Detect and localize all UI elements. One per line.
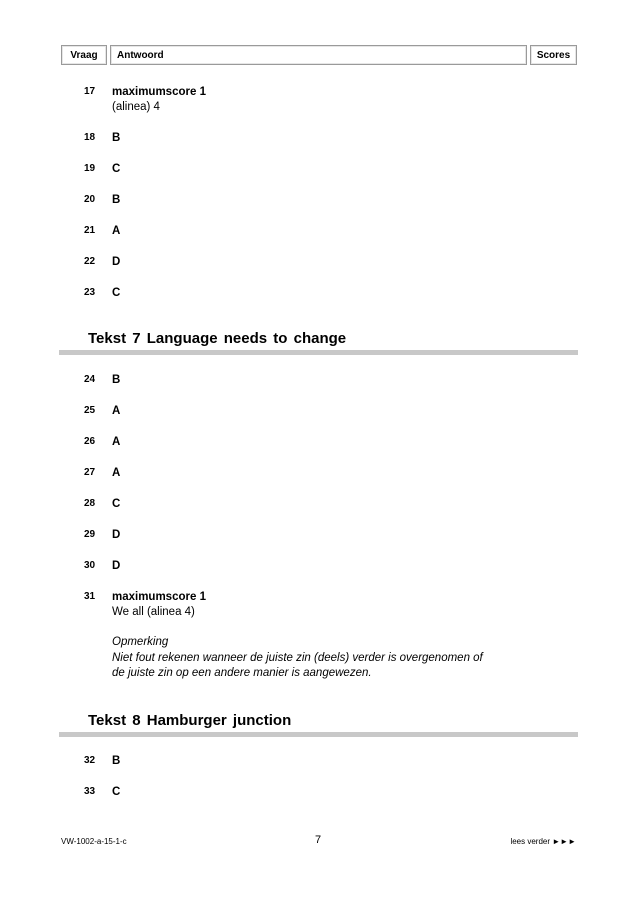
note-text: Niet fout rekenen wanneer de juiste zin (deels) verder is overgenomen of (112, 652, 483, 664)
question-number: 28 (84, 498, 96, 509)
answer-letter: B (112, 194, 121, 206)
question-25 (0, 403, 636, 419)
question-number: 30 (84, 560, 96, 571)
question-30 (0, 558, 636, 574)
header-antwoord: Antwoord (110, 45, 527, 65)
question-17 (0, 84, 636, 100)
question-26 (0, 434, 636, 450)
answer-letter: B (112, 755, 121, 767)
section-title-tekst-8: Tekst 8 Hamburger junction (88, 712, 292, 729)
question-number: 17 (84, 86, 96, 97)
question-24 (0, 372, 636, 388)
question-27 (0, 465, 636, 481)
question-number: 21 (84, 225, 96, 236)
question-number: 27 (84, 467, 96, 478)
answer-letter: A (112, 467, 121, 479)
answer-letter: C (112, 287, 121, 299)
question-31-note-title (0, 635, 636, 651)
question-number: 18 (84, 132, 96, 143)
question-22 (0, 254, 636, 270)
answer-letter: C (112, 163, 121, 175)
footer-continue: lees verder ►►► (510, 837, 576, 846)
question-31 (0, 589, 636, 605)
max-score-label: maximumscore 1 (112, 86, 206, 98)
header-vraag: Vraag (61, 45, 107, 65)
question-number: 19 (84, 163, 96, 174)
question-31-note-line-1 (0, 651, 636, 667)
question-18 (0, 130, 636, 146)
question-number: 29 (84, 529, 96, 540)
question-19 (0, 161, 636, 177)
section-divider (59, 350, 578, 355)
answer-text: (alinea) 4 (112, 101, 160, 113)
question-number: 31 (84, 591, 96, 602)
question-number: 33 (84, 786, 96, 797)
answer-letter: D (112, 529, 121, 541)
question-number: 23 (84, 287, 96, 298)
question-number: 32 (84, 755, 96, 766)
question-31-answer (0, 604, 636, 620)
question-23 (0, 285, 636, 301)
question-number: 26 (84, 436, 96, 447)
answer-letter: A (112, 225, 121, 237)
answer-letter: B (112, 132, 121, 144)
answer-letter: D (112, 560, 121, 572)
answer-letter: A (112, 436, 121, 448)
answer-letter: D (112, 256, 121, 268)
answer-letter: C (112, 786, 121, 798)
question-number: 20 (84, 194, 96, 205)
question-33 (0, 784, 636, 800)
note-text: de juiste zin op een andere manier is aangewezen. (112, 667, 372, 679)
answer-letter: C (112, 498, 121, 510)
question-number: 22 (84, 256, 96, 267)
answer-letter: B (112, 374, 121, 386)
question-20 (0, 192, 636, 208)
question-28 (0, 496, 636, 512)
footer-code: VW-1002-a-15-1-c (61, 837, 127, 846)
question-17-answer (0, 99, 636, 115)
question-32 (0, 753, 636, 769)
question-number: 24 (84, 374, 96, 385)
header-scores: Scores (530, 45, 577, 65)
note-title: Opmerking (112, 636, 169, 648)
max-score-label: maximumscore 1 (112, 591, 206, 603)
question-number: 25 (84, 405, 96, 416)
section-divider (59, 732, 578, 737)
page-number: 7 (314, 834, 322, 846)
question-31-note-line-2 (0, 666, 636, 682)
section-title-tekst-7: Tekst 7 Language needs to change (88, 330, 347, 347)
question-21 (0, 223, 636, 239)
question-29 (0, 527, 636, 543)
answer-text: We all (alinea 4) (112, 606, 195, 618)
answer-letter: A (112, 405, 121, 417)
